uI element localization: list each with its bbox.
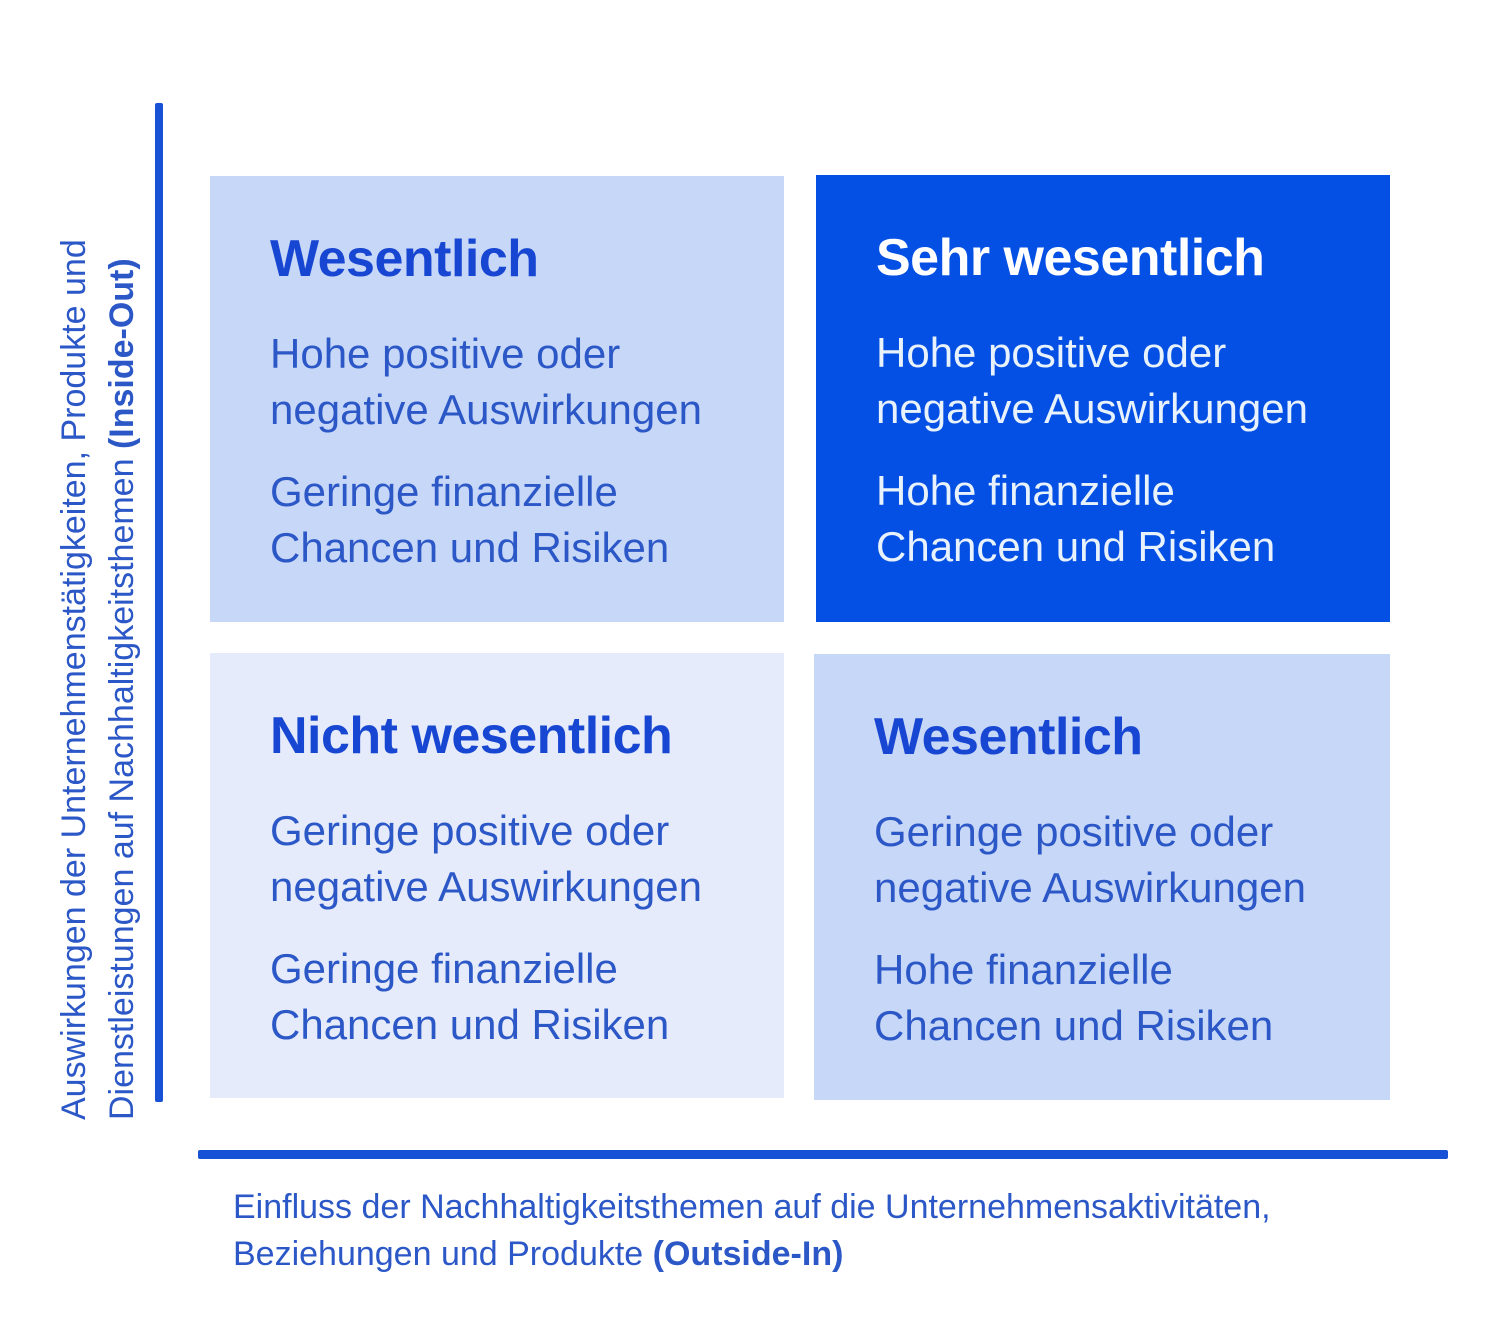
impact-text: Geringe positive oder negative Auswirkungen <box>874 808 1306 912</box>
outside-in-label: (Outside-In) <box>652 1235 844 1273</box>
financial-text: Geringe finanzielle Chancen und Risiken <box>270 468 670 572</box>
quadrant-title: Wesentlich <box>874 708 1143 766</box>
quadrant-title: Nicht wesentlich <box>270 707 673 765</box>
quadrant-bottom-right <box>814 654 1390 1100</box>
quadrant-title: Wesentlich <box>270 230 539 288</box>
financial-text: Geringe finanzielle Chancen und Risiken <box>270 945 670 1049</box>
x-axis-label <box>233 1184 1333 1278</box>
quadrant-title: Sehr wesentlich <box>876 229 1265 287</box>
quadrant-top-left <box>210 176 784 622</box>
inside-out-label: (Inside-Out) <box>103 258 141 450</box>
quadrant-bottom-left <box>210 653 784 1098</box>
financial-text: Hohe finanzielle Chancen und Risiken <box>876 467 1276 571</box>
y-axis-label-line2: Dienstleistungen auf Nachhaltigkeitsthemen (Inside-Out) <box>103 258 141 1120</box>
quadrant-top-right <box>816 175 1390 622</box>
y-axis-label-line1: Auswirkungen der Unternehmenstätigkeiten, Produkte und <box>55 239 93 1120</box>
impact-text: Hohe positive oder negative Auswirkungen <box>876 329 1308 433</box>
x-axis-line <box>198 1150 1448 1159</box>
impact-text: Geringe positive oder negative Auswirkungen <box>270 807 702 911</box>
x-axis-label-line2: Beziehungen und Produkte (Outside-In) <box>233 1235 844 1273</box>
y-axis-line <box>155 103 163 1102</box>
financial-text: Hohe finanzielle Chancen und Risiken <box>874 946 1274 1050</box>
y-axis-label <box>50 239 146 1120</box>
impact-text: Hohe positive oder negative Auswirkungen <box>270 330 702 434</box>
x-axis-label-line1: Einfluss der Nachhaltigkeitsthemen auf die Unternehmensaktivitäten, <box>233 1188 1271 1226</box>
